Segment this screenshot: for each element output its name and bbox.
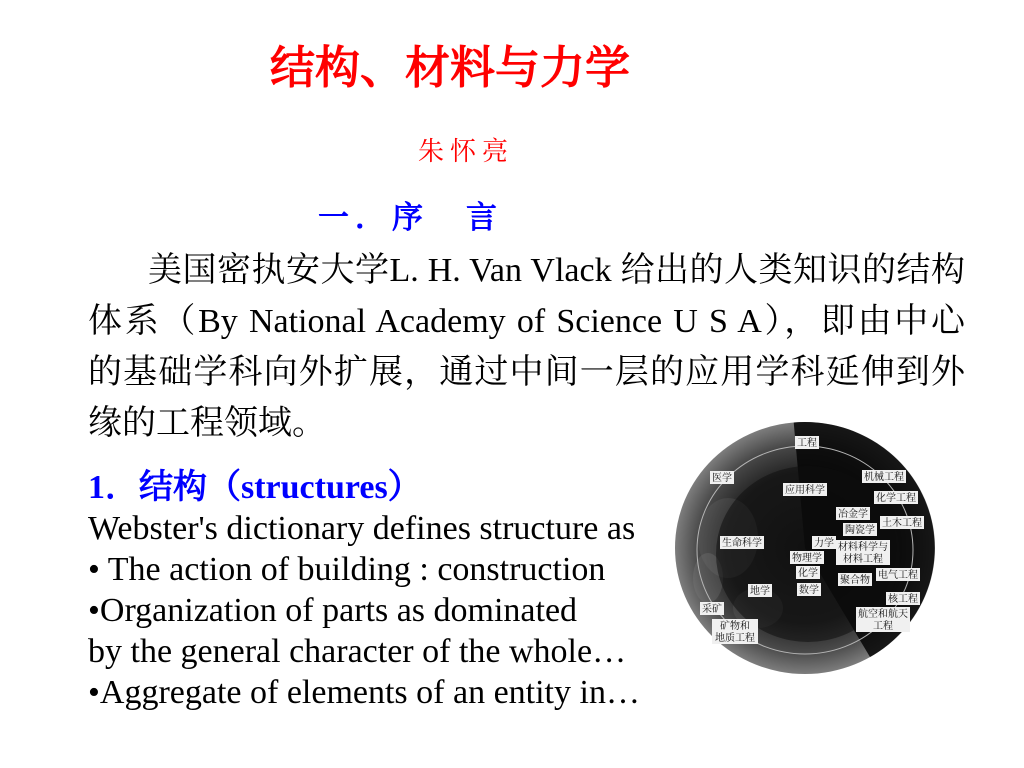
diagram-label-applied-science — [783, 483, 827, 496]
diagram-label-civil-engineering — [880, 516, 924, 529]
diagram-label-mathematics — [797, 583, 821, 596]
diagram-label-ceramics — [843, 523, 877, 536]
diagram-label-nuclear-engineering — [886, 592, 920, 605]
definition-line: Webster's dictionary defines structure as — [88, 510, 636, 547]
intro-line: 的基础学科向外扩展，通过中间一层的应用学科延伸到外 — [88, 354, 965, 391]
diagram-label-text: 航空和航天 — [858, 609, 908, 620]
diagram-label-text: 应用科学 — [785, 485, 825, 496]
diagram-label-text: 数学 — [799, 585, 819, 596]
diagram-label-text: 化学 — [798, 568, 818, 579]
diagram-label-chemistry — [796, 566, 820, 579]
intro-line: 美国密执安大学L. H. Van Vlack 给出的人类知识的结构 — [148, 252, 965, 289]
diagram-label-electrical-engineering — [876, 568, 920, 581]
diagram-label-mineral-geological-engineering — [712, 619, 758, 644]
diagram-label-text: 材料科学与 — [838, 542, 888, 553]
intro-line: 缘的工程领域。 — [88, 405, 326, 442]
diagram-label-mining — [700, 602, 724, 615]
diagram-label-aerospace-engineering — [856, 607, 910, 632]
diagram-label-text: 工程 — [797, 438, 817, 449]
bullet-item: • The action of building : construction — [88, 551, 606, 588]
diagram-label-text: 机械工程 — [864, 472, 904, 483]
diagram-label-text: 聚合物 — [840, 575, 870, 586]
slide-author: 朱怀亮 — [418, 137, 515, 166]
diagram-label-text: 矿物和 — [720, 621, 750, 632]
knowledge-structure-diagram — [668, 418, 938, 676]
diagram-label-mechanics — [812, 536, 836, 549]
diagram-label-text: 电气工程 — [878, 570, 918, 581]
diagram-label-text: 采矿 — [702, 604, 722, 615]
diagram-label-text: 土木工程 — [882, 518, 922, 529]
diagram-label-engineering — [795, 436, 819, 449]
diagram-label-life-science — [720, 536, 764, 549]
section-heading: 一．序 言 — [318, 200, 503, 235]
diagram-label-medicine — [710, 471, 734, 484]
diagram-label-text: 核工程 — [888, 594, 918, 605]
diagram-label-metallurgy — [836, 507, 870, 520]
slide-title: 结构、材料与力学 — [270, 43, 631, 93]
bullet-item: •Organization of parts as dominated — [88, 592, 578, 629]
diagram-label-materials — [836, 540, 890, 565]
bullet-item: •Aggregate of elements of an entity in… — [88, 674, 640, 711]
diagram-label-earth-science — [748, 584, 772, 597]
diagram-label-text: 生命科学 — [722, 538, 762, 549]
diagram-label-text: 物理学 — [792, 553, 822, 564]
diagram-label-text: 材料工程 — [843, 554, 883, 565]
bullet-continuation: by the general character of the whole… — [88, 633, 627, 670]
intro-line: 体系（By National Academy of Science U S A），即由中心 — [88, 303, 965, 340]
structures-section — [88, 467, 658, 713]
diagram-label-text: 地学 — [750, 586, 770, 597]
diagram-label-text: 地质工程 — [715, 633, 755, 644]
diagram-label-mechanical-engineering — [862, 470, 906, 483]
diagram-label-polymers — [838, 573, 872, 586]
diagram-label-text: 化学工程 — [876, 493, 916, 504]
diagram-label-physics — [790, 551, 824, 564]
diagram-label-text: 医学 — [712, 473, 732, 484]
diagram-label-chemical-engineering — [874, 491, 918, 504]
diagram-label-text: 力学 — [814, 538, 834, 549]
diagram-label-text: 工程 — [873, 621, 893, 632]
diagram-label-text: 陶瓷学 — [845, 525, 875, 536]
subsection-heading: 1．结构（structures） — [88, 469, 422, 506]
diagram-label-text: 冶金学 — [838, 509, 868, 520]
